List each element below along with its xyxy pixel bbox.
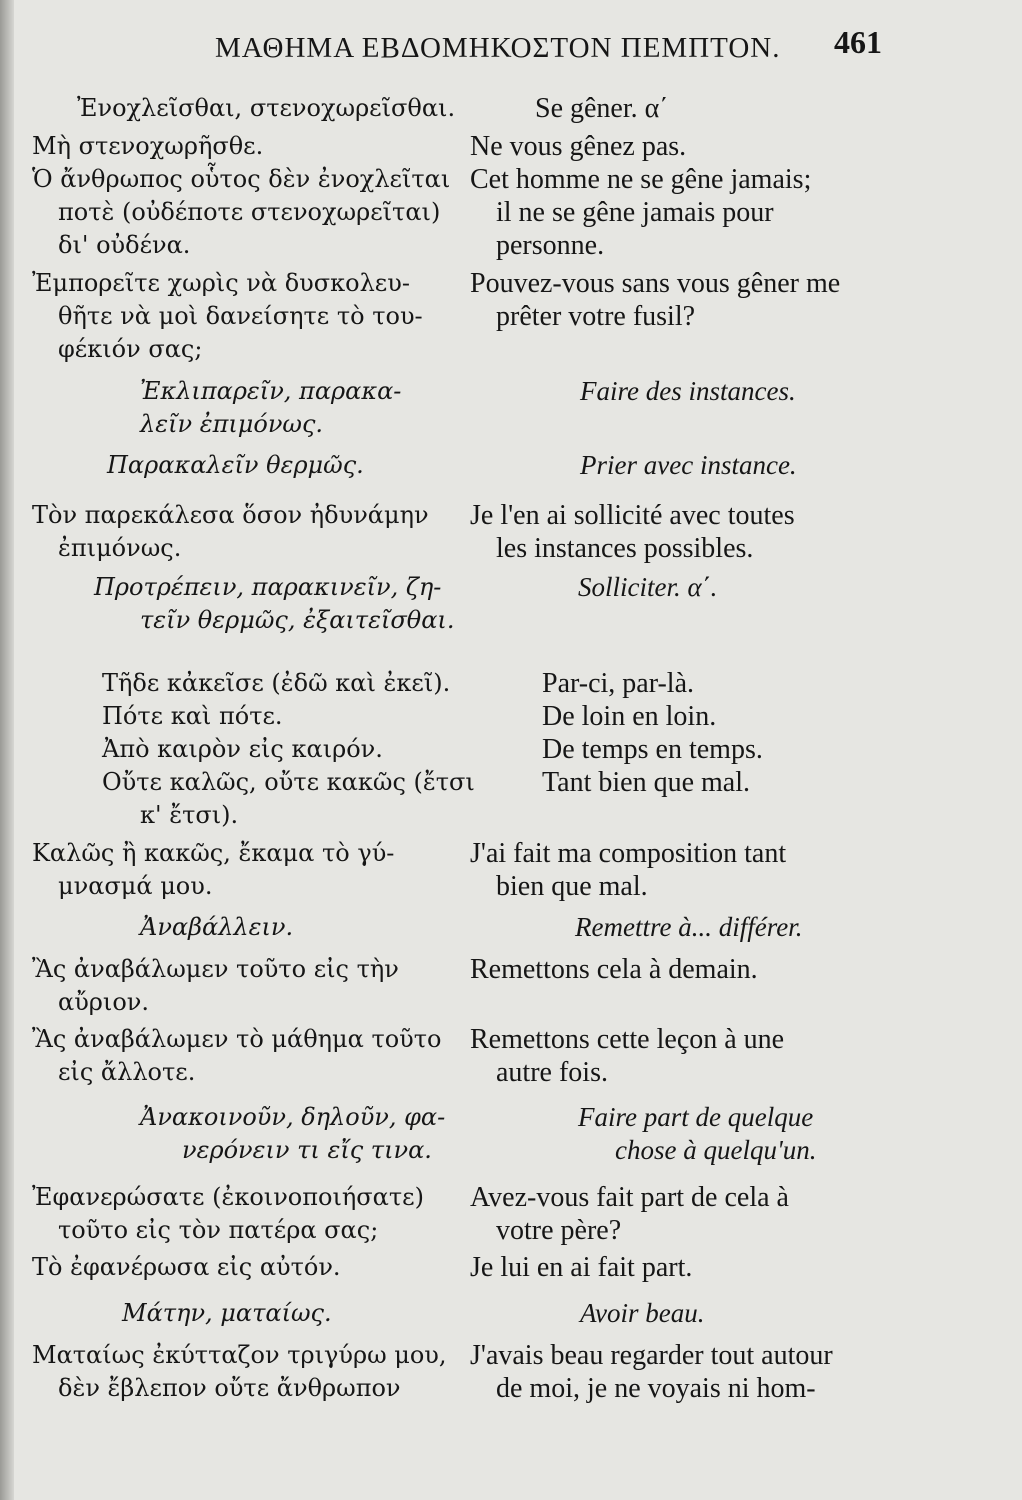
- french-text: [470, 1023, 990, 1089]
- entry-row: [0, 1023, 1022, 1101]
- greek-text: [32, 1251, 462, 1284]
- page-header: [0, 24, 1022, 68]
- entry-row: [0, 571, 1022, 667]
- greek-text: [32, 130, 462, 163]
- greek-line: Καλῶς ἢ κακῶς, ἔκαμα τὸ γύ-: [32, 839, 395, 867]
- french-line: Ne vous gênez pas.: [470, 131, 687, 162]
- entry-row: [0, 667, 1022, 837]
- french-line: Se gêner. α΄: [535, 93, 669, 124]
- french-line: Par-ci, par-là.: [542, 668, 695, 699]
- greek-heading: [32, 911, 462, 944]
- french-heading: [470, 449, 990, 482]
- greek-heading: [32, 375, 462, 441]
- greek-line: τοῦτο εἰς τὸν πατέρα σας;: [58, 1216, 379, 1244]
- french-text: [470, 163, 990, 262]
- french-heading: [470, 571, 990, 604]
- greek-line: λεῖν ἐπιμόνως.: [140, 410, 324, 438]
- french-text: [470, 837, 990, 903]
- french-line: De temps en temps.: [542, 734, 763, 765]
- french-line: Cet homme ne se gêne jamais;: [470, 164, 812, 195]
- greek-line: Ἂς ἀναβάλωμεν τοῦτο εἰς τὴν: [32, 955, 399, 983]
- greek-line: Ἐμπορεῖτε χωρὶς νὰ δυσκολευ-: [32, 269, 410, 297]
- french-line: Tant bien que mal.: [542, 767, 750, 798]
- entry-row: [0, 130, 1022, 163]
- greek-heading: [32, 571, 462, 637]
- greek-text: [32, 1181, 462, 1247]
- entry-row: [0, 163, 1022, 267]
- french-line: De loin en loin.: [542, 701, 717, 732]
- greek-line: τεῖν θερμῶς, ἐξαιτεῖσθαι.: [140, 606, 455, 634]
- french-line: chose à quelqu'un.: [615, 1135, 817, 1165]
- running-title: ΜΑΘΗΜΑ ΕΒΔΟΜΗΚΟΣΤΟΝ ΠΕΜΠΤΟΝ.: [215, 32, 781, 64]
- greek-line: Μὴ στενοχωρῆσθε.: [32, 132, 264, 160]
- greek-line: μνασμά μου.: [58, 872, 213, 900]
- entry-row: [0, 1297, 1022, 1339]
- entry-row: [0, 267, 1022, 375]
- french-line: Remettons cela à demain.: [470, 954, 758, 985]
- entry-row: [0, 1101, 1022, 1181]
- entry-row: [0, 1251, 1022, 1297]
- greek-line: Πότε καὶ πότε.: [102, 702, 283, 730]
- french-heading: [470, 911, 990, 944]
- greek-line: Ὁ ἄνθρωπος οὗτος δὲν ἐνοχλεῖται: [32, 165, 451, 193]
- french-text: [470, 130, 990, 163]
- french-line: bien que mal.: [496, 871, 648, 902]
- greek-line: Ἂς ἀναβάλωμεν τὸ μάθημα τοῦτο: [32, 1025, 442, 1053]
- french-line: Je l'en ai sollicité avec toutes: [470, 500, 795, 531]
- page-number: 461: [834, 24, 882, 60]
- entry-row: [0, 837, 1022, 911]
- entry-row: [0, 953, 1022, 1023]
- greek-line: Μάτην, ματαίως.: [122, 1299, 332, 1327]
- greek-line: Ἀνακοινοῦν, δηλοῦν, φα-: [140, 1103, 446, 1131]
- french-line: Prier avec instance.: [580, 450, 797, 480]
- greek-line: ποτὲ (οὐδέποτε στενοχωρεῖται): [58, 198, 441, 226]
- french-line: il ne se gêne jamais pour: [496, 197, 774, 228]
- french-heading: [470, 1297, 990, 1330]
- greek-line: Τὸν παρεκάλεσα ὅσον ἠδυνάμην: [32, 501, 429, 529]
- greek-line: δι' οὐδένα.: [58, 231, 191, 259]
- french-line: Solliciter. α΄.: [578, 572, 718, 602]
- greek-line: Ἐνοχλεῖσθαι, στενοχωρεῖσθαι.: [77, 94, 456, 122]
- french-line: Faire part de quelque: [578, 1102, 814, 1132]
- greek-heading: [32, 1101, 462, 1167]
- greek-line: Ἀπὸ καιρὸν εἰς καιρόν.: [102, 735, 383, 763]
- greek-line: Ἐκλιπαρεῖν, παρακα-: [140, 377, 402, 405]
- french-line: autre fois.: [496, 1057, 608, 1088]
- french-text: [470, 1181, 990, 1247]
- entry-row: [0, 92, 1022, 130]
- french-text: [470, 92, 990, 125]
- greek-text: [32, 92, 462, 125]
- french-text: [470, 499, 990, 565]
- french-text: [470, 267, 990, 333]
- french-line: J'ai fait ma composition tant: [470, 838, 787, 869]
- greek-line: εἰς ἄλλοτε.: [58, 1058, 196, 1086]
- greek-line: αὔριον.: [58, 988, 149, 1016]
- greek-line: Οὔτε καλῶς, οὔτε κακῶς (ἔτσι: [102, 768, 475, 796]
- greek-text: [32, 837, 462, 903]
- greek-line: Παρακαλεῖν θερμῶς.: [107, 451, 364, 479]
- french-line: prêter votre fusil?: [496, 301, 696, 332]
- greek-text: [32, 163, 462, 262]
- french-text: [470, 1339, 990, 1405]
- french-line: Avez-vous fait part de cela à: [470, 1182, 789, 1213]
- greek-text: [32, 1023, 462, 1089]
- greek-text: [32, 267, 462, 366]
- greek-line: Προτρέπειν, παρακινεῖν, ζη-: [94, 573, 442, 601]
- french-line: Faire des instances.: [580, 376, 796, 406]
- french-heading: [470, 375, 990, 408]
- entry-row: [0, 1339, 1022, 1409]
- greek-line: Ματαίως ἐκύτταζον τριγύρω μου,: [32, 1341, 447, 1369]
- entry-row: [0, 449, 1022, 499]
- french-line: Je lui en ai fait part.: [470, 1252, 693, 1283]
- greek-text: [32, 1339, 462, 1405]
- french-heading: [470, 1101, 990, 1167]
- greek-line: φέκιόν σας;: [58, 335, 203, 363]
- greek-line: νερόνειν τι εἴς τινα.: [182, 1136, 432, 1164]
- french-line: de moi, je ne voyais ni hom-: [496, 1373, 816, 1404]
- greek-heading: [32, 449, 462, 482]
- french-line: Pouvez-vous sans vous gêner me: [470, 268, 841, 299]
- greek-text: [32, 667, 475, 832]
- greek-line: Τῆδε κἀκεῖσε (ἐδῶ καὶ ἐκεῖ).: [102, 669, 451, 697]
- greek-line: δὲν ἔβλεπον οὔτε ἄνθρωπον: [58, 1374, 401, 1402]
- bilingual-text-body: [0, 92, 1022, 1409]
- french-line: Remettre à... différer.: [575, 912, 803, 942]
- french-line: personne.: [496, 230, 605, 261]
- greek-line: Ἐφανερώσατε (ἐκοινοποιήσατε): [32, 1183, 424, 1211]
- greek-line: κ' ἔτσι).: [140, 801, 239, 829]
- entry-row: [0, 911, 1022, 953]
- french-line: Avoir beau.: [580, 1298, 705, 1328]
- french-line: J'avais beau regarder tout autour: [470, 1340, 833, 1371]
- entry-row: [0, 1181, 1022, 1251]
- french-line: votre père?: [496, 1215, 622, 1246]
- french-text: [470, 953, 990, 986]
- greek-text: [32, 953, 462, 1019]
- entry-row: [0, 499, 1022, 571]
- entry-row: [0, 375, 1022, 449]
- french-text: [470, 1251, 990, 1284]
- greek-heading: [32, 1297, 462, 1330]
- french-text: [470, 667, 990, 799]
- greek-line: θῆτε νὰ μοὶ δανείσητε τὸ του-: [58, 302, 423, 330]
- greek-line: Τὸ ἐφανέρωσα εἰς αὐτόν.: [32, 1253, 341, 1281]
- french-line: Remettons cette leçon à une: [470, 1024, 785, 1055]
- greek-text: [32, 499, 462, 565]
- greek-line: ἐπιμόνως.: [58, 534, 182, 562]
- greek-line: Ἀναβάλλειν.: [140, 913, 294, 941]
- french-line: les instances possibles.: [496, 533, 754, 564]
